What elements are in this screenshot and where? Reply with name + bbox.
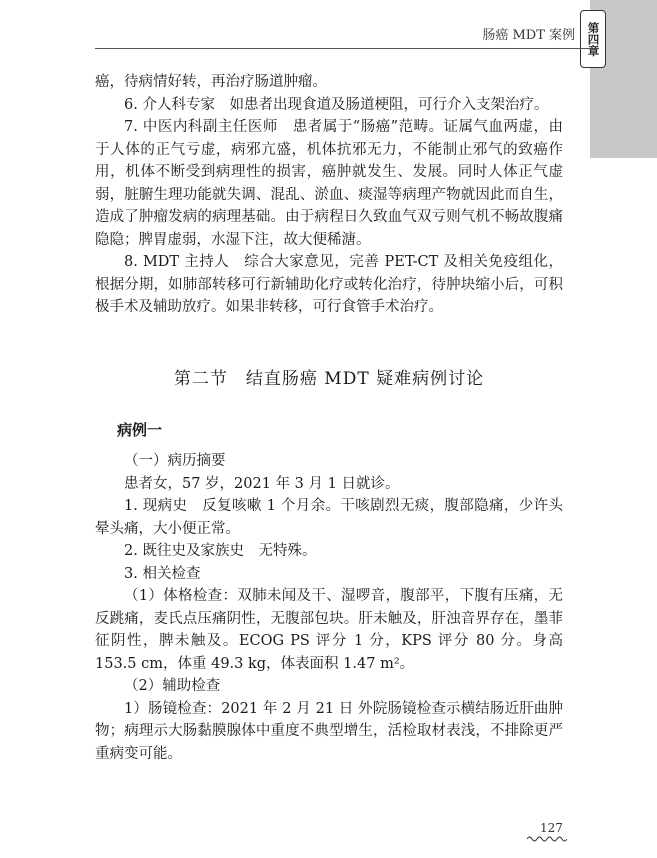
paragraph: （一）病历摘要 <box>124 453 226 469</box>
top-paragraphs <box>95 71 563 319</box>
section-title: 第二节 结直肠癌 MDT 疑难病例讨论 <box>173 369 485 389</box>
paragraph: 6. 介人科专家 如患者出现食道及肠道梗阻，可行介入支架治疗。 <box>124 96 549 113</box>
paragraph: （1）体格检查：双肺未闻及干、湿啰音，腹部平，下腹有压痛，无反跳痛，麦氏点压痛阴性，无腹部包块。肝未触及，肝浊音界存在，墨菲征阴性，脾未触及。ECOG PS 评分 1 分，KPS 评分 80 分。身高 153.5 cm，体重 49.3 kg，体表面积 1.47 m²。 <box>95 588 563 672</box>
chapter-label: 第四章 <box>580 10 606 68</box>
paragraph: 3. 相关检查 <box>124 565 201 582</box>
paragraph: 7. 中医内科副主任医师 患者属于“肠癌”范畴。证属气血两虚，由于人体的正气亏虚，病邪亢盛，机体抗邪无力，不能制止邪气的致癌作用，机体不断受到病理性的损害，癌肿就发生、发展。同时人体正气虚弱，脏腑生理功能就失调、混乱、淤血、痰湿等病理产物就因此而自生，造成了肿瘤发病的病理基础。由于病程日久致血气双亏则气机不畅故腹痛隐隐；脾胃虚弱，水湿下注，故大便稀溏。 <box>95 119 563 248</box>
paragraph: 1. 现病史 反复咳嗽 1 个月余。干咳剧烈无痰，腹部隐痛，少许头晕头痛，大小便正常。 <box>95 498 563 537</box>
bottom-paragraphs <box>95 450 563 765</box>
page-number: 127 <box>540 821 563 835</box>
case-title: 病例一 <box>117 421 163 439</box>
paragraph: 2. 既往史及家族史 无特殊。 <box>124 543 317 559</box>
paragraph: 1）肠镜检查：2021 年 2 月 21 日 外院肠镜检查示横结肠近肝曲肿物；病理示大肠黏膜腺体中重度不典型增生，活检取材表浅，不排除更严重病变可能。 <box>95 700 563 762</box>
paragraph: 癌，待病情好转，再治疗肠道肿瘤。 <box>95 74 327 90</box>
running-header: 肠癌 MDT 案例 <box>482 28 575 43</box>
paragraph: 患者女，57 岁，2021 年 3 月 1 日就诊。 <box>124 475 400 492</box>
header-rule <box>95 48 590 49</box>
paragraph: 8. MDT 主持人 综合大家意见，完善 PET-CT 及相关免疫组化，根据分期，如肺部转移可行新辅助化疗或转化治疗，待肿块缩小后，可积极手术及辅助放疗。如果非转移，可行食管手术治疗。 <box>95 254 563 315</box>
paragraph: （2）辅助检查 <box>124 678 221 694</box>
page-number-ornament <box>527 835 567 843</box>
